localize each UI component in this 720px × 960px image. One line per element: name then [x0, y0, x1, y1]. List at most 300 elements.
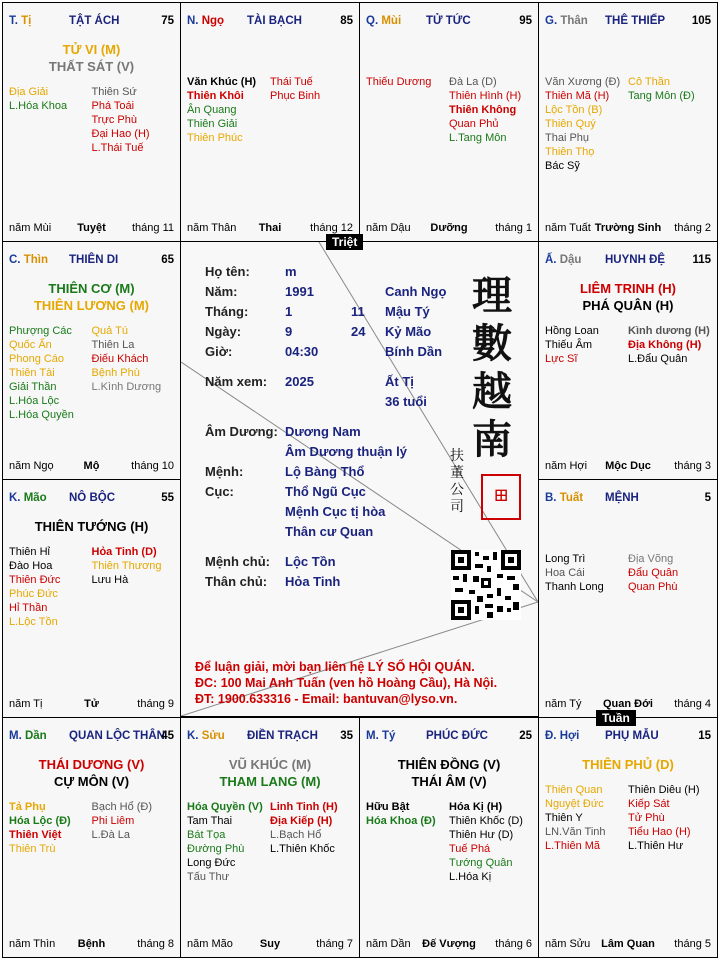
footer-year: năm Thân — [187, 222, 237, 234]
center-info-panel — [180, 241, 539, 717]
label-nam-xem: Năm xem: — [205, 374, 268, 389]
star-column-2 — [270, 800, 353, 884]
minor-stars — [545, 552, 711, 594]
minor-star: Hỉ Thần — [9, 602, 48, 614]
branch-prefix: C. — [9, 254, 24, 266]
label-ho-ten: Họ tên: — [205, 264, 250, 279]
value-nam-xem-can: Ất Tị — [385, 374, 414, 389]
minor-star: L.Kình Dương — [91, 381, 162, 393]
label-ngay: Ngày: — [205, 324, 242, 339]
star-column-1 — [187, 75, 270, 145]
footer-month: tháng 2 — [674, 222, 711, 234]
label-thang: Tháng: — [205, 304, 249, 319]
trang-sinh-stage: Mộc Dục — [605, 460, 651, 472]
branch-name: Ngọ — [201, 15, 225, 27]
minor-star: Phá Toái — [91, 100, 135, 112]
minor-star: Thiên Giải — [187, 118, 238, 130]
cell-header — [187, 15, 353, 29]
branch-prefix: B. — [545, 492, 560, 504]
minor-star: Thai Phụ — [545, 132, 590, 144]
cell-footer — [9, 222, 174, 235]
value-am-duong: Dương Nam — [285, 424, 361, 439]
footer-year: năm Tị — [9, 698, 43, 710]
star-column-2 — [92, 85, 175, 155]
label-gio: Giờ: — [205, 344, 233, 359]
trang-sinh-stage: Quan Đới — [603, 698, 653, 710]
trang-sinh-stage: Suy — [259, 938, 281, 950]
label-menh: Mệnh: — [205, 464, 244, 479]
minor-star: Lực Sĩ — [545, 353, 578, 365]
star-column-1 — [366, 800, 449, 884]
dai-han-number: 75 — [161, 15, 174, 27]
footer-year: năm Sửu — [545, 938, 591, 950]
minor-star: Hóa Lộc (Đ) — [9, 815, 71, 827]
branch-label — [9, 492, 47, 504]
cell-ty[interactable] — [359, 717, 539, 958]
minor-star: L.Tang Môn — [449, 132, 507, 144]
minor-star: Trực Phù — [91, 114, 137, 126]
minor-star: Thiên Hình (H) — [449, 90, 522, 102]
cell-header — [187, 730, 353, 744]
minor-stars — [187, 75, 353, 145]
minor-star: Nguyệt Đức — [545, 798, 604, 810]
minor-star: Thiếu Âm — [545, 339, 593, 351]
cell-header — [366, 15, 532, 29]
value-gio: 04:30 — [285, 344, 319, 359]
minor-star: Hóa Quyền (V) — [187, 801, 263, 813]
minor-star: Địa Kiếp (H) — [270, 815, 333, 827]
branch-prefix: K. — [9, 492, 24, 504]
branch-label — [9, 15, 31, 27]
star-column-2 — [628, 783, 711, 853]
minor-star: Bát Tọa — [187, 829, 226, 841]
value-am-duong-2: Âm Dương thuận lý — [285, 444, 407, 459]
tuan-tag: Tuần — [596, 710, 636, 726]
minor-star: Địa Không (H) — [628, 339, 702, 351]
trang-sinh-stage: Dưỡng — [430, 222, 468, 234]
branch-label — [9, 254, 48, 266]
footer-month: tháng 3 — [674, 460, 711, 472]
main-star: THẤT SÁT (V) — [48, 59, 135, 74]
minor-star: Địa Giải — [9, 86, 49, 98]
minor-star: Thiên Hư (D) — [449, 829, 514, 841]
branch-label — [366, 730, 395, 742]
branch-prefix: T. — [9, 15, 22, 27]
contact-line-3[interactable]: ĐT: 1900.633316 - Email: bantuvan@lyso.vn. — [195, 692, 458, 706]
palace-name: PHỤ MẪU — [605, 730, 659, 742]
minor-star: Thiên Phúc — [187, 132, 243, 144]
dai-han-number: 105 — [691, 15, 711, 27]
trang-sinh-stage: Mộ — [83, 460, 100, 472]
cell-footer — [545, 222, 711, 235]
star-column-1 — [187, 800, 270, 884]
triet-tag: Triệt — [326, 234, 363, 250]
footer-month: tháng 11 — [131, 222, 174, 234]
value-nam-can: Canh Ngọ — [385, 284, 447, 299]
trang-sinh-stage: Tử — [84, 698, 99, 710]
minor-star: Đại Hao (H) — [91, 128, 150, 140]
cell-footer — [545, 460, 711, 473]
palace-name: HUYNH ĐỆ — [605, 254, 666, 266]
minor-star: Quan Phù — [628, 581, 678, 593]
trang-sinh-stage: Thai — [258, 222, 282, 234]
cell-ti[interactable] — [2, 2, 181, 242]
cell-footer — [9, 698, 174, 711]
branch-name: Hợi — [559, 730, 580, 742]
minor-star: Điếu Khách — [91, 353, 149, 365]
cell-mui[interactable] — [359, 2, 539, 242]
palace-name: MỆNH — [605, 492, 639, 504]
minor-star: Long Đức — [187, 857, 236, 869]
star-column-1 — [9, 85, 92, 155]
minor-stars — [9, 800, 174, 856]
side-char: 扶 — [450, 448, 464, 464]
branch-name: Dậu — [559, 254, 582, 266]
minor-star: LN.Văn Tinh — [545, 826, 606, 838]
calligraphy-char: 數 — [472, 320, 512, 367]
label-nam: Năm: — [205, 284, 238, 299]
main-star: THAM LANG (M) — [219, 774, 321, 789]
palace-name: TÀI BẠCH — [247, 15, 302, 27]
minor-star: Ân Quang — [187, 104, 237, 116]
minor-stars — [187, 800, 353, 884]
minor-star: Thiên Quý — [545, 118, 596, 130]
branch-prefix: K. — [187, 730, 202, 742]
star-column-1 — [9, 800, 92, 856]
branch-label — [9, 730, 47, 742]
footer-year: năm Thìn — [9, 938, 56, 950]
palace-name: THÊ THIẾP — [605, 15, 666, 27]
minor-star: Văn Xương (Đ) — [545, 76, 621, 88]
minor-star: Thiên Y — [545, 812, 583, 824]
minor-star: Thiên Sứ — [91, 86, 137, 98]
minor-star: L.Thiên Mã — [545, 840, 601, 852]
side-char: 司 — [450, 499, 464, 515]
value-cuc-3: Thân cư Quan — [285, 524, 374, 539]
cell-thin[interactable] — [2, 241, 181, 480]
minor-star: Đào Hoa — [9, 560, 53, 572]
than-marker: THÂN — [133, 730, 165, 742]
value-thang-lunar: 1 — [285, 304, 293, 319]
star-column-1 — [545, 783, 628, 853]
branch-name: Tuất — [559, 492, 584, 504]
branch-label — [545, 492, 583, 504]
minor-star: Tam Thai — [187, 815, 233, 827]
value-gio-can: Bính Dần — [385, 344, 443, 359]
branch-prefix: Ấ. — [545, 254, 560, 266]
dai-han-number: 45 — [161, 730, 174, 742]
main-stars — [3, 41, 180, 75]
dai-han-number: 115 — [692, 254, 711, 266]
minor-stars — [545, 783, 711, 853]
branch-name: Mùi — [381, 15, 402, 27]
dai-han-number: 15 — [698, 730, 711, 742]
calligraphy-logo — [467, 272, 517, 464]
footer-year: năm Mão — [187, 938, 233, 950]
minor-star: Tướng Quân — [449, 857, 513, 869]
calligraphy-char: 南 — [472, 416, 512, 463]
minor-star: L.Hóa Kị — [449, 871, 492, 883]
dai-han-number: 25 — [519, 730, 532, 742]
minor-star: Hữu Bật — [366, 801, 410, 813]
minor-star: Địa Võng — [628, 553, 674, 565]
main-stars — [3, 756, 180, 790]
minor-star: Tấu Thư — [187, 871, 230, 883]
main-stars — [3, 280, 180, 314]
minor-star: Đường Phù — [187, 843, 245, 855]
minor-star: L.Thái Tuế — [91, 142, 144, 154]
cell-header — [9, 15, 174, 29]
dai-han-number: 35 — [340, 730, 353, 742]
star-column-2 — [628, 324, 711, 366]
minor-star: Phượng Các — [9, 325, 72, 337]
branch-label — [187, 730, 225, 742]
palace-name: ĐIỀN TRẠCH — [247, 730, 318, 742]
minor-star: L.Hóa Quyền — [9, 409, 74, 421]
footer-month: tháng 10 — [131, 460, 174, 472]
minor-star: Đẩu Quân — [628, 567, 679, 579]
minor-star: Giải Thần — [9, 381, 57, 393]
cell-footer — [9, 938, 174, 951]
value-nam-xem: 2025 — [285, 374, 314, 389]
minor-star: Đà La (D) — [449, 76, 497, 88]
trang-sinh-stage: Bệnh — [77, 938, 106, 950]
branch-label — [545, 254, 581, 266]
minor-star: Lộc Tồn (B) — [545, 104, 603, 116]
main-star: THIÊN CƠ (M) — [48, 281, 135, 296]
minor-star: Phong Cáo — [9, 353, 65, 365]
cell-header — [366, 730, 532, 744]
side-char: 公 — [450, 482, 464, 498]
star-column-2 — [628, 552, 711, 594]
star-column-1 — [545, 324, 628, 366]
main-star: THIÊN LƯƠNG (M) — [33, 298, 150, 313]
minor-star: Thiên Việt — [9, 829, 62, 841]
dai-han-number: 85 — [340, 15, 353, 27]
value-cuc-2: Mệnh Cục tị hòa — [285, 504, 386, 519]
palace-name: THIÊN DI — [69, 254, 119, 266]
cell-header — [545, 254, 711, 268]
star-column-1 — [9, 545, 92, 629]
minor-star: Thiên Không — [449, 104, 517, 116]
minor-star: Thiên Thương — [91, 560, 162, 572]
cell-footer — [366, 938, 532, 951]
minor-star: L.Thiên Hư — [628, 840, 684, 852]
cell-tuat[interactable] — [538, 479, 718, 718]
value-ho-ten: m — [285, 264, 297, 279]
minor-star: Thanh Long — [545, 581, 604, 593]
main-star: PHÁ QUÂN (H) — [582, 298, 674, 313]
palace-name: TỬ TỨC — [426, 15, 471, 27]
minor-star: Bác Sỹ — [545, 160, 580, 172]
minor-star: Hóa Khoa (Đ) — [366, 815, 436, 827]
side-char: 董 — [450, 465, 464, 481]
main-star: THÁI DƯƠNG (V) — [38, 757, 145, 772]
minor-star: Hóa Kị (H) — [449, 801, 503, 813]
cell-footer — [9, 460, 174, 473]
value-nam: 1991 — [285, 284, 314, 299]
value-tuoi: 36 tuổi — [385, 394, 427, 409]
footer-month: tháng 12 — [310, 222, 353, 234]
palace-name: TẬT ÁCH — [69, 15, 120, 27]
minor-star: Linh Tinh (H) — [270, 801, 338, 813]
main-stars — [181, 756, 359, 790]
minor-star: Tử Phù — [628, 812, 665, 824]
star-column-2 — [628, 75, 711, 173]
value-than-chu: Hỏa Tinh — [285, 574, 341, 589]
minor-star: Thiên Tài — [9, 367, 55, 379]
value-menh-chu: Lộc Tồn — [285, 554, 336, 569]
red-seal-icon: ⊞ — [481, 474, 521, 520]
star-column-2 — [92, 324, 175, 422]
star-column-1 — [545, 75, 628, 173]
label-than-chu: Thân chủ: — [205, 574, 268, 589]
main-stars — [360, 756, 538, 790]
branch-prefix: M. — [366, 730, 382, 742]
footer-year: năm Tý — [545, 698, 582, 710]
minor-star: L.Hóa Lộc — [9, 395, 60, 407]
minor-star: Hoa Cái — [545, 567, 585, 579]
trang-sinh-stage: Đế Vượng — [422, 938, 476, 950]
branch-label — [545, 15, 588, 27]
footer-year: năm Hợi — [545, 460, 588, 472]
star-column-1 — [366, 75, 449, 145]
branch-label — [187, 15, 224, 27]
value-thang-can: Mậu Tý — [385, 304, 430, 319]
minor-star: Tả Phụ — [9, 801, 46, 813]
minor-star: L.Đà La — [91, 829, 131, 841]
minor-stars — [9, 324, 174, 422]
value-ngay-lunar: 9 — [285, 324, 293, 339]
calligraphy-char: 理 — [472, 272, 512, 319]
minor-star: L.Bạch Hổ — [270, 829, 322, 841]
label-menh-chu: Mệnh chủ: — [205, 554, 270, 569]
branch-name: Thìn — [23, 254, 48, 266]
cell-hoi[interactable] — [538, 717, 718, 958]
trang-sinh-stage: Trường Sinh — [594, 222, 662, 234]
branch-name: Thân — [560, 15, 588, 27]
main-star: LIÊM TRINH (H) — [579, 281, 677, 296]
minor-star: Kiếp Sát — [628, 798, 670, 810]
minor-star: Long Trì — [545, 553, 586, 565]
minor-stars — [9, 545, 174, 629]
main-star: CỰ MÔN (V) — [53, 774, 130, 789]
minor-star: Phúc Đức — [9, 588, 58, 600]
contact-line-1: Để luận giải, mời bạn liên hệ LÝ SỐ HỘI QUÁN. — [195, 660, 475, 674]
cell-dau[interactable] — [538, 241, 718, 480]
cell-header — [9, 492, 174, 506]
minor-star: L.Lộc Tồn — [9, 616, 58, 628]
value-ngay-solar: 24 — [351, 324, 366, 339]
minor-star: Bạch Hổ (Đ) — [91, 801, 153, 813]
minor-star: Văn Khúc (H) — [187, 76, 257, 88]
main-stars — [539, 280, 717, 314]
cell-than[interactable] — [538, 2, 718, 242]
star-column-2 — [92, 800, 175, 856]
footer-year: năm Mùi — [9, 222, 52, 234]
branch-prefix: Đ. — [545, 730, 560, 742]
palace-name: PHÚC ĐỨC — [426, 730, 488, 742]
minor-star: Thiên Quan — [545, 784, 603, 796]
contact-line-2: ĐC: 100 Mai Anh Tuấn (ven hồ Hoàng Cầu), Hà Nội. — [195, 676, 498, 690]
main-star: THIÊN PHỦ (D) — [582, 757, 674, 772]
minor-star: Bệnh Phù — [91, 367, 140, 379]
minor-star: L.Thiên Khốc — [270, 843, 335, 855]
minor-star: Thiên Khôi — [187, 90, 244, 102]
branch-name: Tý — [381, 730, 396, 742]
cell-header — [9, 730, 174, 744]
branch-prefix: N. — [187, 15, 202, 27]
minor-star: Cô Thần — [628, 76, 670, 88]
branch-prefix: M. — [9, 730, 25, 742]
minor-star: L.Đẩu Quân — [628, 353, 688, 365]
minor-star: Thiên Mã (H) — [545, 90, 610, 102]
minor-star: Thiên Khốc (D) — [449, 815, 523, 827]
cell-header — [9, 254, 174, 268]
vertical-company-text — [449, 448, 465, 516]
branch-prefix: G. — [545, 15, 561, 27]
cell-header — [545, 15, 711, 29]
footer-month: tháng 4 — [674, 698, 711, 710]
minor-stars — [366, 75, 532, 145]
label-cuc: Cục: — [205, 484, 234, 499]
value-cuc: Thổ Ngũ Cục — [285, 484, 366, 499]
branch-label — [366, 15, 401, 27]
main-star: VŨ KHÚC (M) — [228, 757, 312, 772]
minor-star: Thiếu Dương — [366, 76, 432, 88]
cell-dan[interactable] — [2, 717, 181, 958]
branch-name: Sửu — [201, 730, 225, 742]
cell-ngo[interactable] — [180, 2, 360, 242]
star-column-1 — [545, 552, 628, 594]
main-stars — [539, 756, 717, 773]
calligraphy-char: 越 — [472, 368, 512, 415]
footer-month: tháng 5 — [674, 938, 711, 950]
minor-star: Thiên La — [91, 339, 135, 351]
minor-star: Thiên Hỉ — [9, 546, 50, 558]
cell-footer — [187, 938, 353, 951]
minor-star: Tuế Phá — [449, 843, 491, 855]
star-column-1 — [9, 324, 92, 422]
minor-star: Phi Liêm — [91, 815, 135, 827]
minor-star: Kình dương (H) — [628, 325, 710, 337]
minor-star: Quan Phủ — [449, 118, 499, 130]
trang-sinh-stage: Tuyệt — [77, 222, 106, 234]
footer-year: năm Tuất — [545, 222, 591, 234]
main-star: THIÊN ĐỒNG (V) — [397, 757, 501, 772]
main-star: THÁI ÂM (V) — [411, 774, 487, 789]
minor-stars — [545, 75, 711, 173]
main-stars — [3, 518, 180, 535]
cell-suu[interactable] — [180, 717, 360, 958]
star-column-2 — [92, 545, 175, 629]
qr-code-icon[interactable] — [451, 550, 521, 620]
minor-star: Tiểu Hao (H) — [628, 826, 691, 838]
minor-star: Lưu Hà — [91, 574, 129, 586]
footer-month: tháng 6 — [495, 938, 532, 950]
dai-han-number: 5 — [704, 492, 711, 504]
dai-han-number: 95 — [519, 15, 532, 27]
minor-star: Thiên Trù — [9, 843, 56, 855]
main-star: THIÊN TƯỚNG (H) — [34, 519, 149, 534]
footer-month: tháng 8 — [137, 938, 174, 950]
minor-star: Thái Tuế — [270, 76, 313, 88]
dai-han-number: 65 — [161, 254, 174, 266]
minor-star: Quả Tú — [91, 325, 128, 337]
cell-mao[interactable] — [2, 479, 181, 718]
minor-star: Hỏa Tinh (D) — [91, 546, 157, 558]
branch-label — [545, 730, 579, 742]
